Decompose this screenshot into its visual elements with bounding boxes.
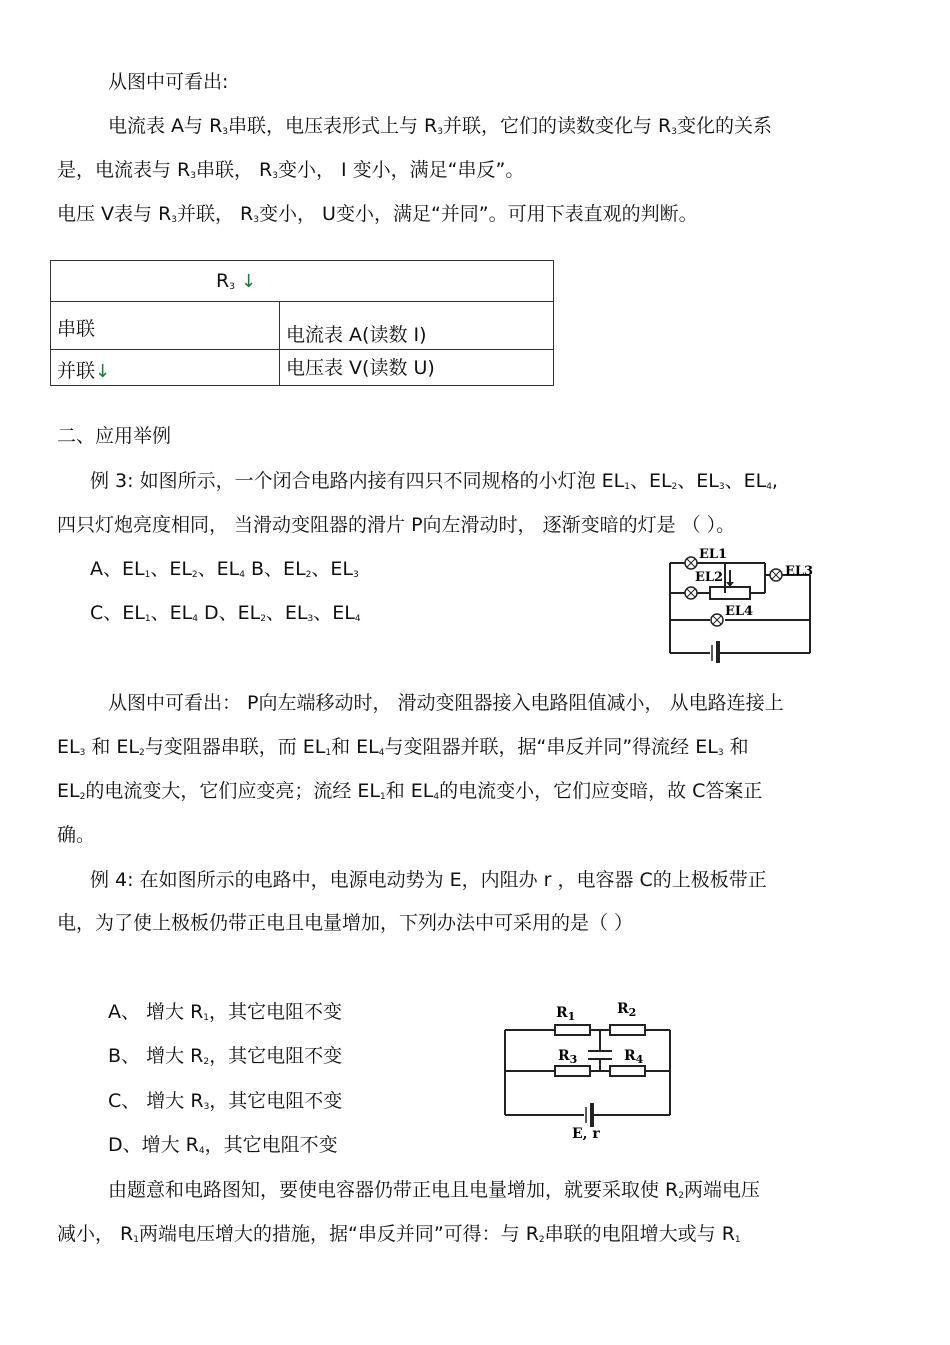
r4-label: $R_4$: [624, 1048, 644, 1066]
resistor-r2: [610, 1025, 645, 1035]
lamp-label: EL2: [695, 570, 724, 585]
example4-question: 电，为了使上极板仍带正电且电量增加，下列办法中可采用的是（ ）: [57, 912, 634, 934]
r2-label: $R_2$: [617, 1001, 637, 1019]
relation-table: [50, 260, 554, 386]
table-row-value: 电压表 V(读数 U): [280, 350, 554, 386]
lamp-label: EL3: [785, 564, 814, 579]
example4-question: 例 4: 在如图所示的电路中，电源电动势为 E，内阻办 r ，电容器 C的上极板带正: [90, 869, 767, 891]
analysis-line: 从图中可看出： P向左端移动时， 滑动变阻器接入电路阻值减小， 从电路连接上: [108, 692, 784, 714]
analysis-line: 减小， $R_1$两端电压增大的措施，据“串反并同”可得：与 $R_2$串联的电阻增大或与 $R_1$: [57, 1223, 741, 1245]
option-a: A、 增大 $R_1$，其它电阻不变: [108, 1001, 343, 1023]
example3-question: 例 3: 如图所示，一个闭合电路内接有四只不同规格的小灯泡 $EL_1$、$EL_2$、$EL_3$、$EL_4$,: [90, 470, 778, 492]
analysis-line: $EL_3$ 和 $EL_2$与变阻器串联，而 $EL_1$和 $EL_4$与变阻器并联，据“串反并同”得流经 $EL_3$ 和: [57, 736, 749, 758]
section-heading: 二、应用举例: [57, 425, 172, 447]
capacitor-circuit-diagram: [500, 995, 680, 1140]
resistor-r1: [555, 1025, 590, 1035]
option-cd: C、$EL_1$、$EL_4$ D、$EL_2$、$EL_3$、$EL_4$: [90, 602, 361, 624]
table-header: $R_3$ ↓: [51, 261, 554, 302]
option-c: C、 增大 $R_3$，其它电阻不变: [108, 1090, 343, 1112]
table-row-value: 电流表 A(读数 I): [280, 302, 554, 350]
table-row-label: 串联: [51, 302, 280, 350]
lamp-label: EL1: [699, 548, 728, 562]
paragraph-line: 电压 V表与 $R_3$并联， $R_3$变小， U变小，满足“并同”。可用下表直观的判断。: [57, 203, 698, 225]
option-d: D、增大 $R_4$，其它电阻不变: [108, 1134, 338, 1156]
lamp-label: EL4: [725, 604, 754, 619]
resistor-r4: [610, 1066, 645, 1076]
analysis-line: 由题意和电路图知，要使电容器仍带正电且电量增加，就要采取使 $R_2$两端电压: [108, 1179, 760, 1201]
analysis-line: 确。: [57, 824, 96, 846]
source-label: E, r: [572, 1126, 600, 1140]
analysis-line: $EL_2$的电流变大，它们应变亮；流经 $EL_1$和 $EL_4$的电流变小，它们应变暗，故 C答案正: [57, 780, 763, 802]
option-b: B、 增大 $R_2$，其它电阻不变: [108, 1045, 343, 1067]
paragraph-line: 是，电流表与 $R_3$串联， $R_3$变小， I 变小，满足“串反”。: [57, 159, 525, 181]
paragraph-line: 电流表 A与 $R_3$串联，电压表形式上与 $R_3$并联，它们的读数变化与 $R_3$变化的关系: [108, 115, 772, 137]
down-arrow-icon: ↓: [95, 361, 111, 382]
down-arrow-icon: ↓: [240, 271, 257, 292]
r3-label: $R_3$: [558, 1048, 578, 1066]
lamp-circuit-diagram: [665, 548, 835, 663]
table-row-label: 并联↓: [51, 350, 280, 386]
intro-line: 从图中可看出:: [108, 71, 229, 93]
r1-label: $R_1$: [556, 1005, 576, 1023]
example3-question: 四只灯炮亮度相同， 当滑动变阻器的滑片 P向左滑动时， 逐渐变暗的灯是 （ ）。: [57, 514, 736, 536]
resistor-r3: [555, 1066, 590, 1076]
option-ab: A、$EL_1$、$EL_2$、$EL_4$ B、$EL_2$、$EL_3$: [90, 558, 359, 580]
